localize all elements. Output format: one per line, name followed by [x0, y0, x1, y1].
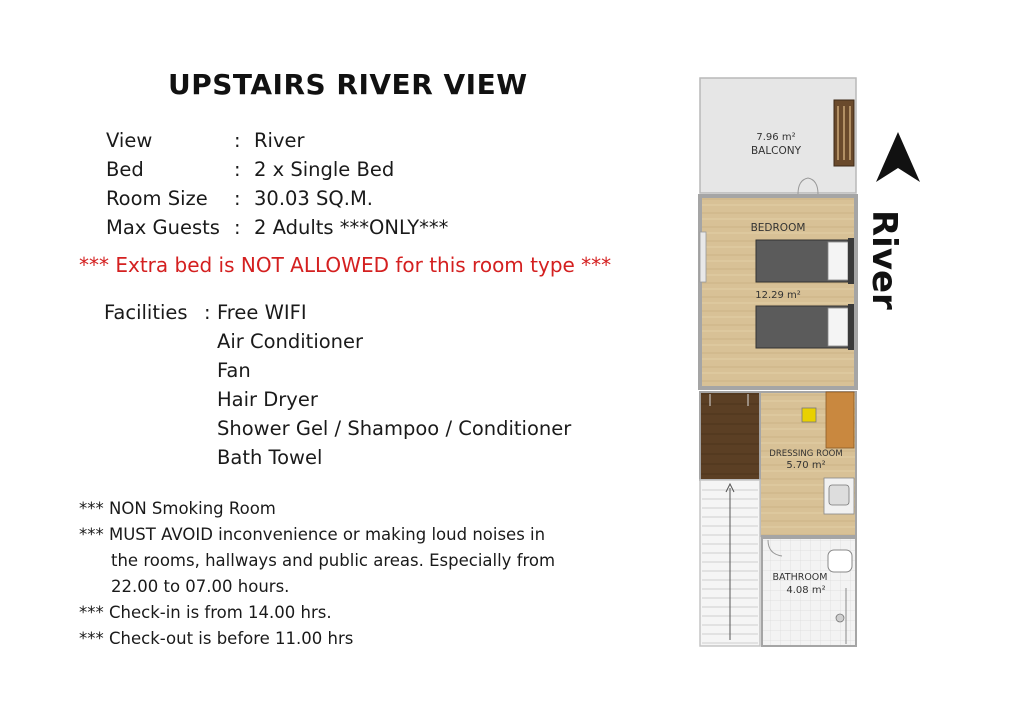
note-noise-cont: 22.00 to 07.00 hours. [111, 577, 290, 596]
facility-text: Shower Gel / Shampoo / Conditioner [217, 417, 572, 440]
facility-item [104, 327, 571, 356]
note-non-smoking: *** NON Smoking Room [79, 499, 276, 518]
spec-view [106, 126, 448, 155]
spec-colon: : [234, 158, 241, 181]
storage-room-floor [700, 392, 760, 480]
facility-item [104, 356, 571, 385]
spec-label: Max Guests [106, 216, 220, 239]
facility-item [104, 385, 571, 414]
note-noise-cont: the rooms, hallways and public areas. Especially from [111, 551, 556, 570]
house-rules [79, 496, 555, 652]
facility-item [104, 414, 571, 443]
spec-value: 30.03 SQ.M. [254, 187, 373, 210]
dressing-room-label: DRESSING ROOM [769, 449, 843, 459]
river-direction-label: River [864, 210, 904, 310]
spec-label: Room Size [106, 187, 208, 210]
spec-bed [106, 155, 448, 184]
spec-value: 2 x Single Bed [254, 158, 395, 181]
facility-item [104, 298, 571, 327]
spec-value: 2 Adults ***ONLY*** [254, 216, 449, 239]
dressing-stool [802, 408, 816, 422]
spec-colon: : [234, 187, 241, 210]
bedroom-label: BEDROOM [750, 222, 806, 234]
spec-colon: : [234, 129, 241, 152]
spec-max-guests [106, 213, 448, 242]
facility-item [104, 443, 571, 472]
floor-plan-drawing [690, 70, 930, 660]
fac-colon: : [204, 301, 211, 324]
floor-plan [690, 70, 930, 660]
facility-text: Air Conditioner [217, 330, 364, 353]
spec-label: Bed [106, 158, 144, 181]
facilities-label: Facilities [104, 301, 188, 324]
balcony-label: BALCONY [750, 145, 802, 157]
note-check-in: *** Check-in is from 14.00 hrs. [79, 603, 332, 622]
bathroom-label: BATHROOM [772, 572, 828, 583]
note-noise: *** MUST AVOID inconvenience or making loud noises in [79, 525, 546, 544]
dressing-cabinet [826, 392, 854, 448]
toilet-icon [828, 550, 852, 572]
note-check-out: *** Check-out is before 11.00 hrs [79, 629, 354, 648]
bedroom-area: 12.29 m² [755, 290, 801, 301]
extra-bed-warning: *** Extra bed is NOT ALLOWED for this room type *** [79, 253, 612, 277]
facility-text: Free WIFI [217, 301, 307, 324]
facility-text: Fan [217, 359, 251, 382]
spec-room-size [106, 184, 448, 213]
bathroom-area: 4.08 m² [786, 585, 826, 596]
facility-text: Hair Dryer [217, 388, 318, 411]
spec-label: View [106, 129, 153, 152]
facility-text: Bath Towel [217, 446, 323, 469]
shower-drain-icon [836, 614, 844, 622]
balcony-area: 7.96 m² [756, 132, 796, 143]
dressing-room-area: 5.70 m² [786, 460, 826, 471]
facilities-list [104, 298, 571, 472]
page-title: UPSTAIRS RIVER VIEW [168, 68, 528, 101]
spec-value: River [254, 129, 305, 152]
room-specs [106, 126, 448, 242]
bedroom-wardrobe [700, 232, 706, 282]
north-arrow-icon [876, 132, 920, 182]
spec-colon: : [234, 216, 241, 239]
